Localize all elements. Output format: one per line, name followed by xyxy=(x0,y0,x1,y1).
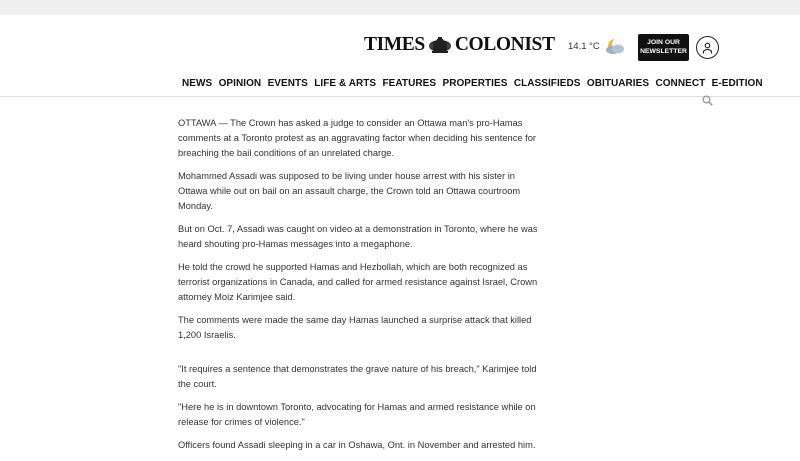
article-paragraph: The comments were made the same day Hamas launched a surprise attack that killed 1,200 Israelis. xyxy=(178,315,532,340)
nav-item-opinion[interactable]: OPINION xyxy=(218,78,262,89)
newsletter-line-2: NEWSLETTER xyxy=(640,47,687,55)
search-icon[interactable] xyxy=(702,95,713,106)
article-paragraph: He told the crowd he supported Hamas and Hezbollah, which are both recognized as terrorist organizations in Canada, and called for armed resistance against Israel, Crown attorney Moiz Karimjee said. xyxy=(178,262,538,302)
nav-item-events[interactable]: EVENTS xyxy=(267,78,308,89)
nav-item-news[interactable]: NEWS xyxy=(182,78,213,89)
site-logo[interactable] xyxy=(364,34,555,56)
temperature-text: 14.1 °C xyxy=(568,40,600,52)
logo-word-right: COLONIST xyxy=(454,34,555,55)
main-nav xyxy=(182,78,769,89)
nav-item-features[interactable]: FEATURES xyxy=(382,78,437,89)
article-paragraph: "It requires a sentence that demonstrates the grave nature of his breach," Karimjee told the court. xyxy=(178,364,537,389)
crest-icon xyxy=(427,36,453,54)
article-paragraph: But on Oct. 7, Assadi was caught on video at a demonstration in Toronto, where he was heard shouting pro-Hamas messages into a megaphone. xyxy=(178,224,538,249)
logo-word-left: TIMES xyxy=(364,34,425,55)
partly-cloudy-night-icon xyxy=(604,37,626,55)
article-paragraph: Officers found Assadi sleeping in a car in Oshawa, Ont. in November and arrested him. xyxy=(178,440,536,450)
user-account-button[interactable] xyxy=(696,36,719,59)
nav-item-classifieds[interactable]: CLASSIFIEDS xyxy=(513,78,581,89)
user-account-icon xyxy=(702,42,713,54)
top-strip xyxy=(0,0,800,15)
article-paragraph: "Here he is in downtown Toronto, advocating for Hamas and armed resistance while on release for crimes of violence." xyxy=(178,402,536,427)
nav-item-e-edition[interactable]: E-EDITION xyxy=(711,78,763,89)
nav-item-life-arts[interactable]: LIFE & ARTS xyxy=(314,78,377,89)
nav-item-obituaries[interactable]: OBITUARIES xyxy=(586,78,650,89)
newsletter-line-1: JOIN OUR xyxy=(647,39,680,46)
article-paragraph: Mohammed Assadi was supposed to be living under house arrest with his sister in Ottawa while out on bail on an assault charge, the Crown told an Ottawa courtroom Monday. xyxy=(178,171,521,211)
site-header xyxy=(0,15,800,97)
article-paragraph: OTTAWA — The Crown has asked a judge to consider an Ottawa man's pro-Hamas comments at a Toronto protest as an aggravating factor when deciding his sentence for breaching the bail conditions of an unrelated charge. xyxy=(178,118,536,158)
nav-item-properties[interactable]: PROPERTIES xyxy=(442,78,508,89)
article-body xyxy=(178,116,540,461)
nav-item-connect[interactable]: CONNECT xyxy=(655,78,706,89)
join-newsletter-button[interactable] xyxy=(638,34,689,61)
weather-widget[interactable] xyxy=(568,37,626,55)
